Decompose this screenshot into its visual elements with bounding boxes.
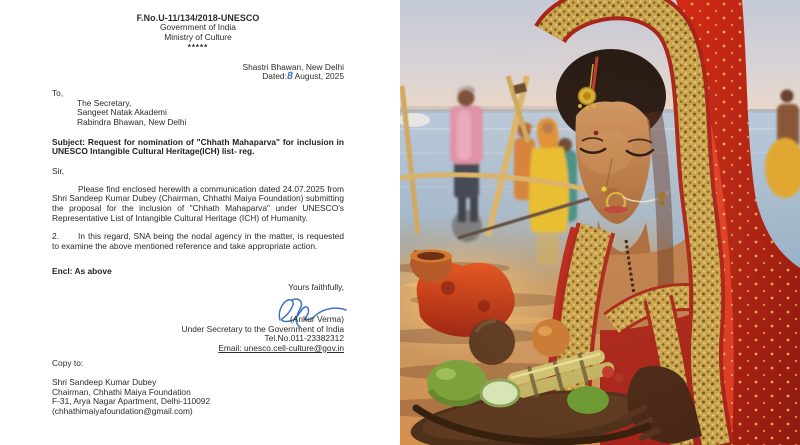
body-paragraph-1: Please find enclosed herewith a communication dated 24.07.2025 from Shri Sandeep Kumar Dubey (Chairman, Chhathi Maiya Foundation) submitting the proposal for the inclusion of "Chhath Mahaparva" under UNESCO's Representative List of Intangible Cultural Heritage (ICH) of Humanity. <box>52 183 344 223</box>
date-line: Dated:8 August, 2025 <box>262 70 344 83</box>
place-date-block <box>52 63 344 82</box>
signer-name: (Ankur Verma) <box>290 313 344 324</box>
subject-line: Subject: Request for nomination of "Chhath Mahaparva" for inclusion in UNESCO Intangible Cultural Heritage(ICH) list- reg. <box>52 136 344 157</box>
to-label: To, <box>52 88 64 99</box>
valediction: Yours faithfully, <box>288 282 344 293</box>
copy-to-line: F-31, Arya Nagar Apartment, Delhi-110092 <box>52 396 211 407</box>
dept-line: Ministry of Culture <box>164 31 232 42</box>
salutation: Sir, <box>52 165 65 176</box>
signer-block <box>52 315 344 354</box>
copy-to-line: Chairman, Chhathi Maiya Foundation <box>52 386 191 397</box>
addressee-line: Sangeet Natak Akademi <box>77 107 167 118</box>
copy-to-label: Copy to: <box>52 357 84 368</box>
body-paragraph-2: 2. In this regard, SNA being the nodal agency in the matter, is requested to examine the above mentioned reference and take appropriate action. <box>52 231 344 251</box>
signer-title: Under Secretary to the Government of India <box>181 323 344 334</box>
addressee-line: The Secretary, <box>77 97 132 108</box>
chhath-festival-photo <box>400 0 800 445</box>
enclosure-note: Encl: As above <box>52 265 112 276</box>
photo-scene <box>400 0 800 445</box>
dept-line: Government of India <box>160 22 236 33</box>
divider-stars: ***** <box>187 42 209 52</box>
place-line: Shastri Bhawan, New Delhi <box>242 61 344 72</box>
copy-to-block <box>52 378 344 417</box>
copy-to-line: Shri Sandeep Kumar Dubey <box>52 377 157 388</box>
copy-to-line: (chhathimaiyafoundation@gmail.com) <box>52 406 193 417</box>
file-number: F.No.U-11/134/2018-UNESCO <box>136 13 260 23</box>
addressee-line: Rabindra Bhawan, New Delhi <box>77 117 187 128</box>
signer-email: Email: unesco.cell-culture@gov.in <box>218 342 344 353</box>
signer-tel: Tel.No.011-23382312 <box>264 333 344 344</box>
addressee-block <box>52 89 344 128</box>
